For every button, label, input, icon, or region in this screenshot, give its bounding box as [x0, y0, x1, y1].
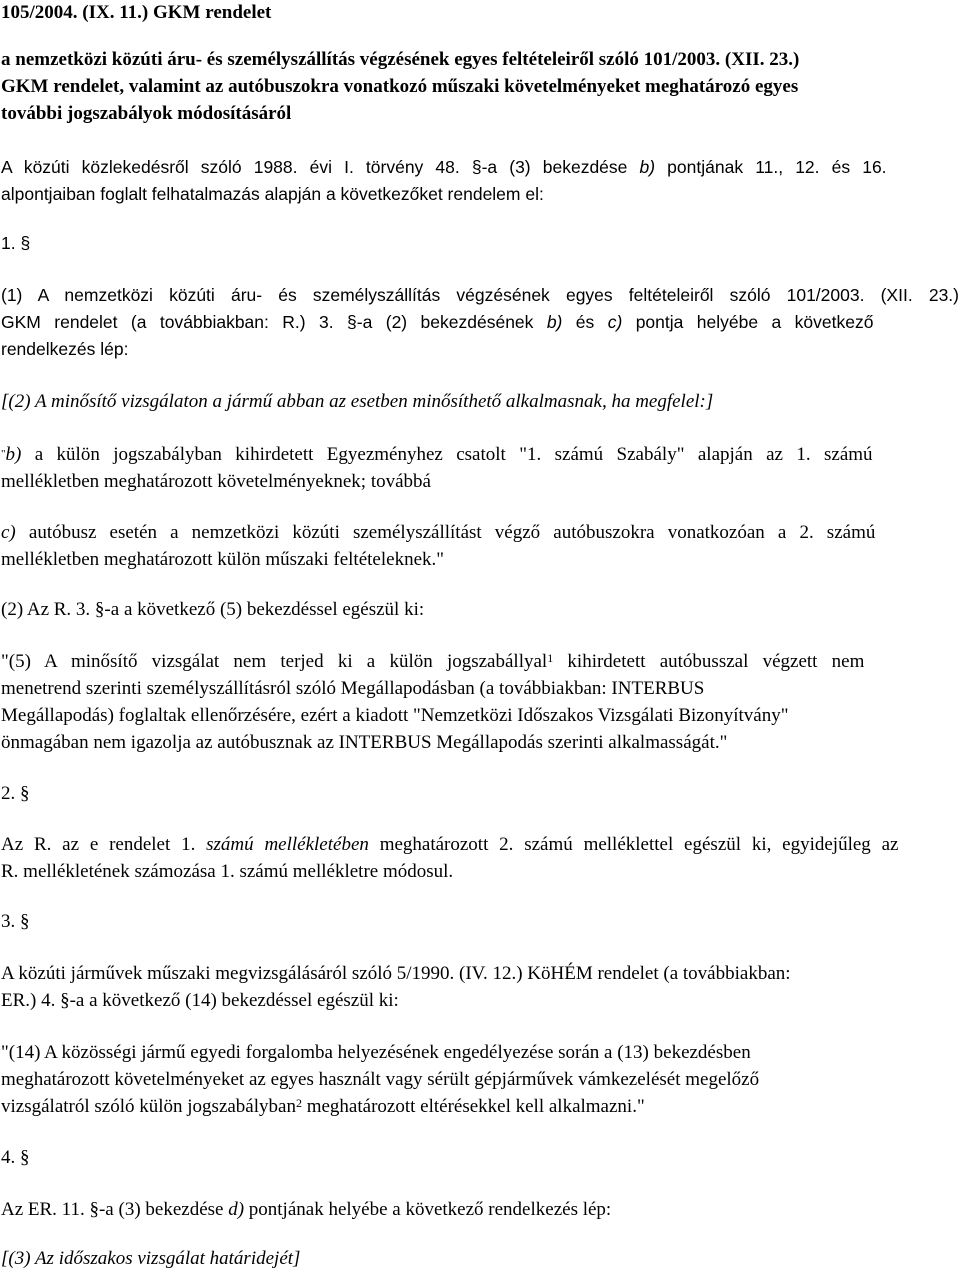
paragraph-text: pontja helyébe a következő	[622, 312, 874, 332]
paragraph-line	[1, 648, 959, 675]
section-4-body	[1, 1196, 959, 1223]
subtitle-line: a nemzetközi közúti áru- és személyszállítás végzésének egyes feltételeiről szóló 101/2003. (XII. 23.)	[1, 49, 800, 70]
paragraph-text: "(5) A minősítő vizsgálat nem terjed ki a külön jogszabállyal	[1, 651, 548, 672]
paragraph-text: meghatározott 2. számú melléklettel egészül ki, egyidejűleg az	[368, 834, 899, 855]
document-title-text: 105/2004. (IX. 11.) GKM rendelet	[1, 2, 272, 23]
paragraph-text: Az R. az e rendelet 1.	[1, 834, 207, 855]
quoted-intro-text: [(3) Az időszakos vizsgálat határidejét]	[1, 1248, 301, 1269]
point-b-line-2: mellékletben meghatározott követelményeknek; továbbá	[1, 471, 431, 492]
paragraph-text: pontjának helyébe a következő rendelkezés lép:	[244, 1199, 612, 1220]
preamble-line-2: alpontjaiban foglalt felhatalmazás alapján a következőket rendelem el:	[1, 184, 544, 204]
paragraph-text: GKM rendelet (a továbbiakban: R.) 3. §-a (2) bekezdésének	[1, 312, 547, 332]
paragraph-line: "(14) A közösségi jármű egyedi forgalomba helyezésének engedélyezése során a (13) bekezdésben	[1, 1042, 751, 1063]
paragraph-line: meghatározott követelményeket az egyes használt vagy sérült gépjárművek vámkezelését megelőző	[1, 1069, 760, 1090]
paragraph-line: ER.) 4. §-a a következő (14) bekezdéssel egészül ki:	[1, 990, 399, 1011]
point-label: b)	[5, 444, 22, 465]
section-3-body	[1, 960, 959, 1014]
point-ref: c)	[607, 312, 623, 332]
paragraph-line: A közúti járművek műszaki megvizsgálásáról szóló 5/1990. (IV. 12.) KöHÉM rendelet (a továbbiakban:	[1, 963, 791, 984]
paragraph-line: Megállapodás) foglaltak ellenőrzésére, ezért a kiadott "Nemzetközi Időszakos Vizsgálati Bizonyítvány"	[1, 705, 789, 726]
section-1-paragraph-1	[1, 282, 959, 363]
footnote-marker: 1	[547, 651, 554, 665]
annex-ref: számú mellékletében	[206, 834, 369, 855]
section-2-heading	[1, 780, 959, 807]
paragraph-line	[1, 309, 959, 336]
preamble-point-ref: b)	[639, 157, 656, 177]
paragraph-line: rendelkezés lép:	[1, 339, 129, 359]
document-title	[1, 0, 959, 26]
paragraph-text: (2) Az R. 3. §-a a következő (5) bekezdéssel egészül ki:	[1, 599, 425, 620]
paragraph-text: és	[562, 312, 608, 332]
paragraph-text: kihirdetett autóbusszal végzett nem	[553, 651, 865, 672]
point-text: a külön jogszabályban kihirdetett Egyezményhez csatolt "1. számú Szabály" alapján az 1. számú	[21, 444, 873, 465]
paragraph-line: önmagában nem igazolja az autóbusznak az INTERBUS Megállapodás szerinti alkalmasságát."	[1, 732, 728, 753]
paragraph-text: meghatározott eltérésekkel kell alkalmazni."	[301, 1096, 645, 1117]
preamble-text: A közúti közlekedésről szóló 1988. évi I. törvény 48. §-a (3) bekezdése	[1, 157, 640, 177]
document-subtitle	[1, 46, 959, 127]
section-4-heading	[1, 1144, 959, 1171]
section-heading-text: 3. §	[1, 911, 30, 932]
preamble-line-1	[1, 154, 959, 181]
paragraph-line: (1) A nemzetközi közúti áru- és személyszállítás végzésének egyes feltételeiről szóló 101/2003. (XII. 23.)	[1, 285, 959, 305]
inserted-paragraph-5	[1, 648, 959, 756]
point-text: autóbusz esetén a nemzetközi közúti személyszállítást végző autóbuszokra vonatkozóan a 2. számú	[15, 522, 876, 543]
point-c-line-1	[1, 519, 959, 546]
subtitle-line: további jogszabályok módosításáról	[1, 103, 292, 124]
paragraph-line: R. mellékletének számozása 1. számú mellékletre módosul.	[1, 861, 454, 882]
section-heading-text: 4. §	[1, 1147, 30, 1168]
point-label: c)	[1, 522, 16, 543]
section-3-heading	[1, 908, 959, 935]
section-1-paragraph-2	[1, 596, 959, 623]
section-heading-text: 2. §	[1, 783, 30, 804]
section-1-heading	[1, 230, 959, 257]
opening-quote: "	[1, 448, 6, 460]
point-b	[1, 441, 959, 495]
preamble	[1, 154, 959, 208]
quoted-intro-text: [(2) A minősítő vizsgálaton a jármű abban az esetben minősíthető alkalmasnak, ha megfelel:]	[1, 391, 714, 412]
preamble-text: pontjának 11., 12. és 16.	[655, 157, 887, 177]
footnote-marker: 2	[295, 1096, 302, 1110]
inserted-paragraph-14	[1, 1039, 959, 1120]
section-heading-text: 1. §	[1, 233, 31, 253]
point-c	[1, 519, 959, 573]
point-b-line-1	[1, 441, 959, 468]
paragraph-line	[1, 1093, 959, 1120]
section-2-body	[1, 831, 959, 885]
paragraph-text: Az ER. 11. §-a (3) bekezdése	[1, 1199, 229, 1220]
point-ref: b)	[546, 312, 563, 332]
quoted-intro	[1, 388, 959, 415]
subtitle-line: GKM rendelet, valamint az autóbuszokra vonatkozó műszaki követelményeket meghatározó egyes	[1, 76, 799, 97]
quoted-intro-3	[1, 1245, 959, 1272]
paragraph-line: menetrend szerinti személyszállításról szóló Megállapodásban (a továbbiakban: INTERBUS	[1, 678, 705, 699]
paragraph-text: vizsgálatról szóló külön jogszabályban	[1, 1096, 296, 1117]
paragraph-line	[1, 831, 959, 858]
point-c-line-2: mellékletben meghatározott külön műszaki feltételeknek."	[1, 549, 445, 570]
point-ref: d)	[228, 1199, 245, 1220]
